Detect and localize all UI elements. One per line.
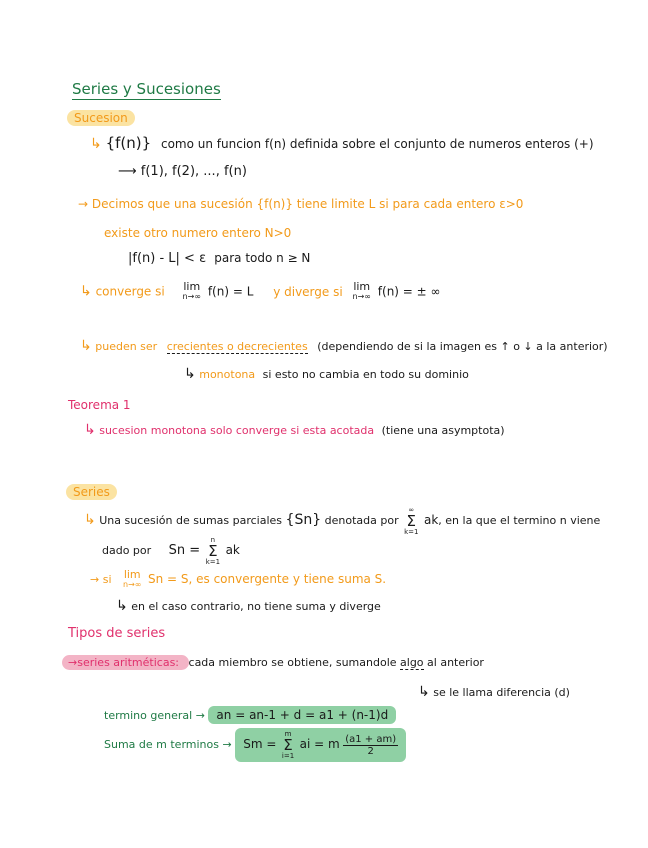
limit-condition <box>128 251 310 266</box>
limit-cond-text: para todo n ≥ N <box>214 251 311 265</box>
conv-prefix: si <box>102 573 112 586</box>
fraction-denominator: 2 <box>367 745 374 757</box>
monotone-def <box>184 366 469 382</box>
sum-terms-label: Suma de m terminos <box>104 738 219 751</box>
series-def-text1: Una sucesión de sumas parciales <box>99 514 283 527</box>
theorem-heading: Teorema 1 <box>68 398 131 412</box>
limit-intro-2: existe otro numero entero N>0 <box>104 226 292 240</box>
sigma-symbol: Σ <box>208 542 218 560</box>
sigma-top: n <box>210 536 216 544</box>
hook-arrow-icon: ↳ <box>116 598 128 614</box>
sn-term: ak <box>225 543 240 557</box>
arithmetic-algo: algo <box>400 656 424 669</box>
conv-expr: Sn = S <box>147 572 189 586</box>
sum-terms-line <box>104 728 406 762</box>
lim-operator <box>123 570 141 590</box>
definition-text: como un funcion f(n) definida sobre el conjunto de numeros enteros (+) <box>160 137 594 151</box>
right-arrow-icon: → <box>68 656 78 669</box>
sigma-top: m <box>284 730 292 738</box>
monotone-line <box>80 338 608 354</box>
limit-cond-expr: |f(n) - L| < ε <box>128 251 207 266</box>
arithmetic-line <box>62 656 484 669</box>
sum-term: ai = m <box>299 737 340 751</box>
right-arrow-icon: → <box>78 197 89 211</box>
lim-operator <box>183 282 201 302</box>
fn-set-symbol: {f(n)} <box>105 134 152 152</box>
sigma-bot: k=1 <box>404 528 419 536</box>
sigma-operator <box>282 730 294 760</box>
series-heading: Series <box>66 484 117 500</box>
lim-bot: n→∞ <box>123 580 142 589</box>
limit-intro-text: Decimos que una sucesión {f(n)} tiene limite L si para cada entero ε>0 <box>91 197 524 211</box>
page-title: Series y Sucesiones <box>72 80 221 98</box>
hook-arrow-icon: ↳ <box>84 512 96 528</box>
converge-line <box>80 282 441 302</box>
hook-arrow-icon: ↳ <box>84 422 96 438</box>
arithmetic-label-text: series aritméticas: <box>77 656 180 669</box>
hook-arrow-icon: ↳ <box>90 136 102 152</box>
hook-arrow-icon: ↳ <box>184 366 196 382</box>
monotone-word: monotona <box>199 368 256 381</box>
sn-expr: Sn = <box>168 543 201 558</box>
series-types-heading: Tipos de series <box>68 626 166 641</box>
series-def-text3: , en la que el termino n viene <box>438 514 601 527</box>
sigma-bot: i=1 <box>281 752 295 760</box>
general-term-expr: an = an-1 + d = a1 + (n-1)d <box>208 706 396 724</box>
difference-text: se le llama diferencia (d) <box>433 686 570 699</box>
hook-arrow-icon: ↳ <box>80 338 92 354</box>
hook-arrow-icon: ↳ <box>418 684 430 700</box>
converge-label: converge si <box>95 284 165 299</box>
theorem-text <box>84 422 505 438</box>
series-convergence <box>90 570 386 590</box>
lim-bot: n→∞ <box>352 292 371 301</box>
given-text: dado por <box>102 544 152 557</box>
diverge-label: y diverge si <box>273 284 343 299</box>
monotone-prefix: pueden ser <box>95 340 158 353</box>
sigma-symbol: Σ <box>406 512 417 530</box>
diverge-expr: f(n) = ± ∞ <box>377 284 441 299</box>
converge-expr: f(n) = L <box>207 284 254 299</box>
theorem-statement: sucesion monotona solo converge si esta acotada <box>99 424 375 437</box>
series-definition <box>84 506 600 536</box>
lim-operator <box>353 282 371 302</box>
lim-bot: n→∞ <box>182 292 201 301</box>
sigma-operator <box>206 536 220 566</box>
sigma-operator <box>404 506 418 536</box>
arithmetic-text-a: cada miembro se obtiene, sumandole <box>188 656 397 669</box>
sequence-line <box>118 164 247 179</box>
lim-top: lim <box>183 280 201 293</box>
right-arrow-icon: → <box>222 738 232 751</box>
sequence-terms: f(1), f(2), ..., f(n) <box>140 164 247 179</box>
right-arrow-icon: → <box>195 709 205 722</box>
sucesion-definition <box>90 134 594 152</box>
sigma-symbol: Σ <box>283 736 293 754</box>
sigma-bot: k=1 <box>205 558 221 566</box>
sum-left: Sm = <box>243 737 277 751</box>
monotone-paren: (dependiendo de si la imagen es ↑ o ↓ a la anterior) <box>317 340 608 353</box>
given-by-line <box>102 536 240 566</box>
sum-term: ak <box>423 513 439 527</box>
difference-line <box>418 684 570 700</box>
sigma-top: ∞ <box>408 506 415 514</box>
else-text: en el caso contrario, no tiene suma y diverge <box>131 600 381 613</box>
series-else <box>116 598 381 614</box>
conv-text: , es convergente y tiene suma S. <box>188 572 387 586</box>
sucesion-heading: Sucesion <box>67 110 135 126</box>
monotone-text: si esto no cambia en todo su dominio <box>262 368 469 381</box>
hook-arrow-icon: ↳ <box>80 283 92 300</box>
arithmetic-label <box>62 655 189 670</box>
fraction-numerator: (a1 + am) <box>345 733 397 745</box>
sn-set-symbol: {Sn} <box>285 512 322 528</box>
limit-intro <box>78 197 523 211</box>
lim-top: lim <box>123 568 141 581</box>
theorem-note: (tiene una asymptota) <box>381 424 505 437</box>
sum-fraction <box>343 734 398 757</box>
sum-terms-expr <box>235 728 406 762</box>
general-term-line <box>104 708 396 722</box>
monotone-underlined: crecientes o decrecientes <box>166 340 308 353</box>
long-arrow-icon: ⟶ <box>118 164 137 179</box>
arithmetic-text-b: al anterior <box>427 656 484 669</box>
lim-top: lim <box>353 280 371 293</box>
series-def-text2: denotada por <box>324 514 399 527</box>
general-term-label: termino general <box>104 709 193 722</box>
right-arrow-icon: → <box>90 573 100 586</box>
